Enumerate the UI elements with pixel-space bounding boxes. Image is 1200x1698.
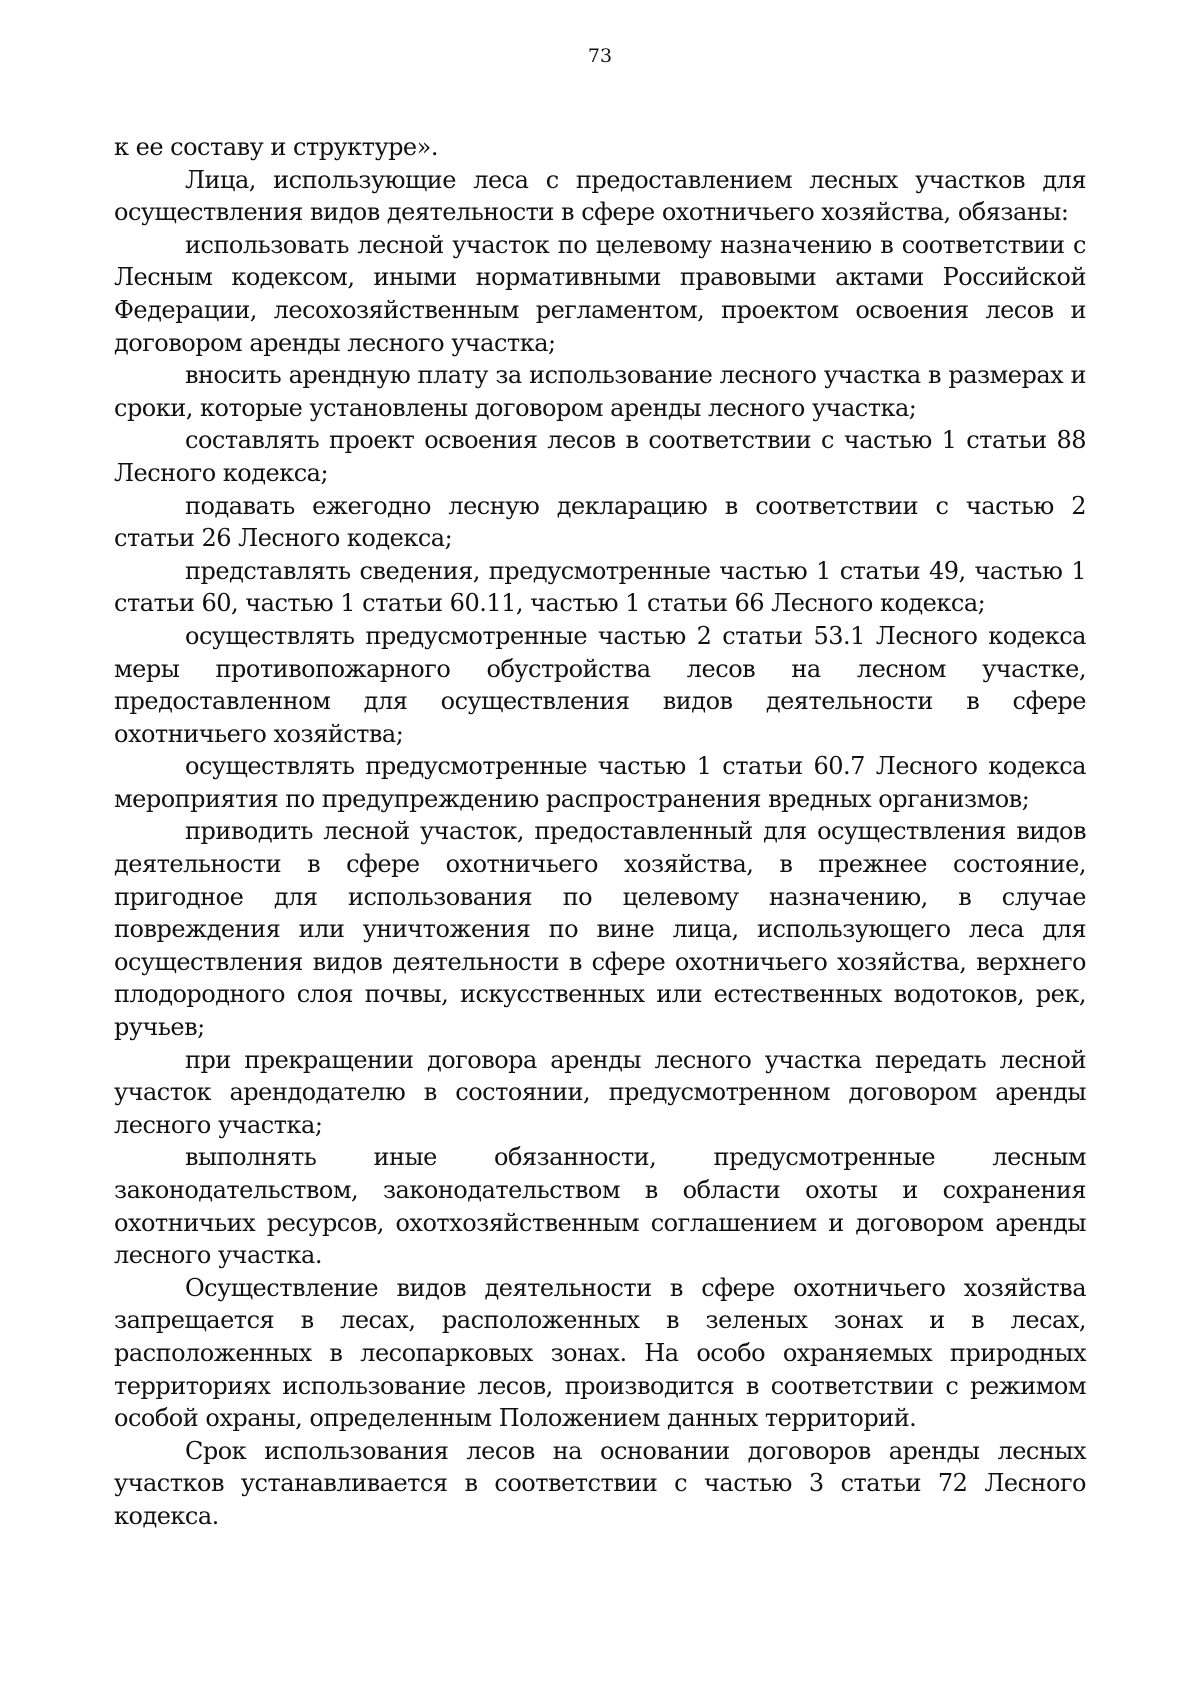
paragraph-lease-term: Срок использования лесов на основании договоров аренды лесных участков устанавливается в соответствии с частью 3 статьи 72 Лесного кодекса. [114, 1436, 1086, 1530]
paragraph-continuation: к ее составу и структуре». [114, 133, 438, 161]
paragraph-other-duties: выполнять иные обязанности, предусмотренные лесным законодательством, законодательством в области охоты и сохранения охотничьих ресурсов, охотхозяйственным соглашением и договором аренды лесного участка. [114, 1143, 1086, 1270]
paragraph-prohibited-zones: Осуществление видов деятельности в сфере охотничьего хозяйства запрещается в лесах, расположенных в зеленых зонах и в лесах, расположенных в лесопарковых зонах. На особо охраняемых природных территориях использование лесов, производится в соответствии с режимом особой охраны, определенным Положением данных территорий. [114, 1273, 1086, 1433]
document-body [114, 131, 1086, 1533]
paragraph-rent-payment: вносить арендную плату за использование лесного участка в размерах и сроки, которые установлены договором аренды лесного участка; [114, 361, 1086, 422]
paragraph-return-of-plot: при прекращении договора аренды лесного участка передать лесной участок арендодателю в состоянии, предусмотренном договором аренды лесного участка; [114, 1045, 1086, 1139]
paragraph-development-project: составлять проект освоения лесов в соответствии с частью 1 статьи 88 Лесного кодекса; [114, 426, 1086, 487]
paragraph-fire-prevention: осуществлять предусмотренные частью 2 статьи 53.1 Лесного кодекса меры противопожарного обустройства лесов на лесном участке, предоставленном для осуществления видов деятельности в сфере охотничьего хозяйства; [114, 621, 1086, 748]
paragraph-reporting: представлять сведения, предусмотренные частью 1 статьи 49, частью 1 статьи 60, частью 1 статьи 60.11, частью 1 статьи 66 Лесного кодекса; [114, 556, 1086, 618]
page-number: 73 [587, 45, 613, 67]
paragraph-pest-prevention: осуществлять предусмотренные частью 1 статьи 60.7 Лесного кодекса мероприятия по предупреждению распространения вредных организмов; [114, 752, 1086, 813]
paragraph-forest-declaration: подавать ежегодно лесную декларацию в соответствии с частью 2 статьи 26 Лесного кодекса; [114, 491, 1086, 553]
paragraph-obligations-intro: Лица, использующие леса с предоставлением лесных участков для осуществления видов деятельности в сфере охотничьего хозяйства, обязаны: [114, 165, 1086, 227]
paragraph-use-by-purpose: использовать лесной участок по целевому назначению в соответствии с Лесным кодексом, иными нормативными правовыми актами Российской Федерации, лесохозяйственным регламентом, проектом освоения лесов и договором аренды лесного участка; [114, 230, 1086, 357]
paragraph-restoration: приводить лесной участок, предоставленный для осуществления видов деятельности в сфере охотничьего хозяйства, в прежнее состояние, пригодное для использования по целевому назначению, в случае повреждения или уничтожения по вине лица, использующего леса для осуществления видов деятельности в сфере охотничьего хозяйства, верхнего плодородного слоя почвы, искусственных или естественных водотоков, рек, ручьев; [114, 817, 1086, 1042]
